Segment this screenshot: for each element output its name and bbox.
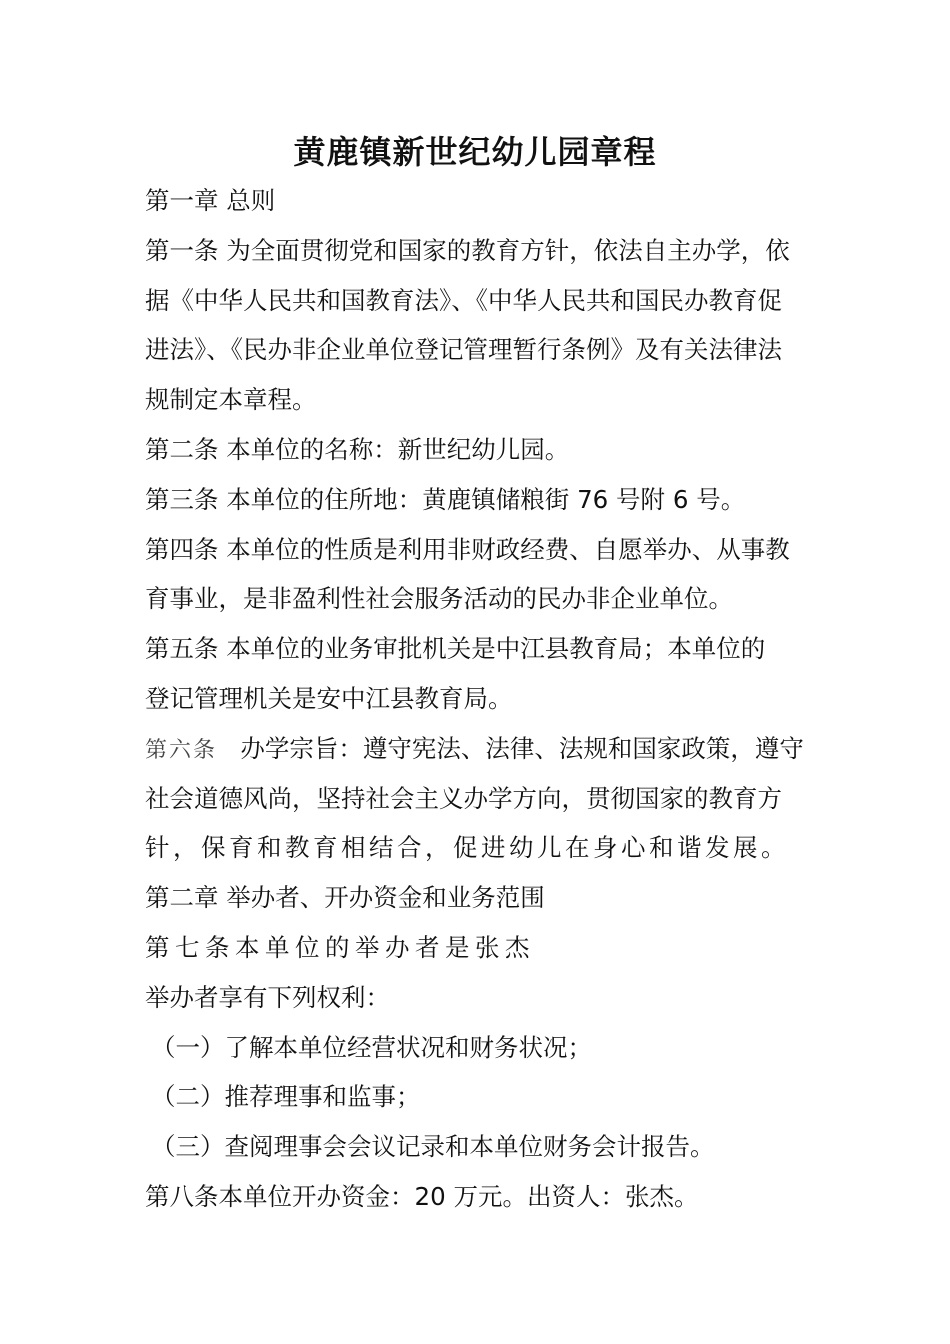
paragraph-line: 第三条 本单位的住所地：黄鹿镇储粮街 76 号附 6 号。	[145, 484, 746, 514]
list-item: （一）了解本单位经营状况和财务状况；	[151, 1032, 592, 1062]
article-six-line	[145, 724, 815, 774]
paragraph-line: 针，保育和教育相结合，促进幼儿在身心和谐发展。	[145, 833, 789, 863]
paragraph-line: 育事业，是非盈利性社会服务活动的民办非企业单位。	[145, 584, 733, 614]
chapter-heading: 第二章 举办者、开办资金和业务范围	[145, 883, 545, 913]
chapter-heading: 第一章 总则	[145, 186, 276, 215]
document-title: 黄鹿镇新世纪幼儿园章程	[293, 133, 657, 171]
paragraph-line: 第四条 本单位的性质是利用非财政经费、自愿举办、从事教	[145, 534, 790, 564]
article-six-label: 第六条	[145, 737, 218, 763]
paragraph-line: 社会道德风尚，坚持社会主义办学方向，贯彻国家的教育方	[145, 783, 782, 813]
paragraph-line: 第五条 本单位的业务审批机关是中江县教育局；本单位的	[145, 634, 766, 664]
paragraph-line: 第七条本单位的举办者是张杰	[145, 932, 535, 962]
article-six-text: 办学宗旨：遵守宪法、法律、法规和国家政策，遵守	[240, 733, 804, 763]
paragraph-line: 规制定本章程。	[145, 385, 317, 415]
paragraph-line: 第二条 本单位的名称：新世纪幼儿园。	[145, 434, 570, 464]
paragraph-line: 登记管理机关是安中江县教育局。	[145, 683, 513, 713]
paragraph-line: 第一条 为全面贯彻党和国家的教育方针，依法自主办学，依	[145, 235, 790, 265]
list-item: （二）推荐理事和监事；	[151, 1082, 421, 1112]
list-item: （三）查阅理事会会议记录和本单位财务会计报告。	[151, 1132, 715, 1162]
document-body	[145, 176, 815, 1222]
paragraph-line: 据《中华人民共和国教育法》、《中华人民共和国民办教育促	[145, 285, 782, 315]
paragraph-line: 第八条本单位开办资金：20 万元。出资人：张杰。	[145, 1181, 699, 1211]
paragraph-line: 举办者享有下列权利：	[145, 982, 390, 1012]
paragraph-line: 进法》、《民办非企业单位登记管理暂行条例》及有关法律法	[145, 335, 782, 365]
